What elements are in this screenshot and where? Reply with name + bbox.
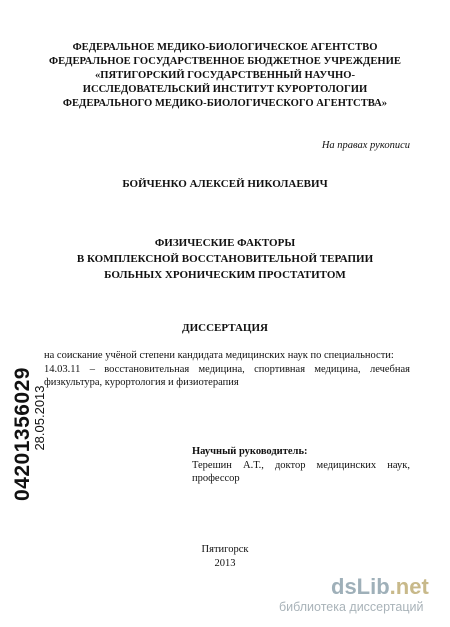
watermark-logo-part1: dsLib — [331, 574, 390, 599]
watermark-logo — [331, 574, 429, 600]
title-line-1: ФИЗИЧЕСКИЕ ФАКТОРЫ — [154, 237, 296, 249]
org-line-1: ФЕДЕРАЛЬНОЕ МЕДИКО-БИОЛОГИЧЕСКОЕ АГЕНТСТВО — [72, 42, 378, 53]
org-line-2: ФЕДЕРАЛЬНОЕ ГОСУДАРСТВЕННОЕ БЮДЖЕТНОЕ УЧРЕЖДЕНИЕ — [49, 56, 401, 67]
degree-line-3: физкультура, курортология и физиотерапия — [44, 377, 239, 388]
place-and-year — [0, 543, 450, 570]
author-name: БОЙЧЕНКО АЛЕКСЕЙ НИКОЛАЕВИЧ — [122, 178, 328, 190]
org-line-5: ФЕДЕРАЛЬНОГО МЕДИКО-БИОЛОГИЧЕСКОГО АГЕНТСТВА» — [62, 98, 388, 109]
document-type: ДИССЕРТАЦИЯ — [182, 322, 268, 334]
org-line-4: ИССЛЕДОВАТЕЛЬСКИЙ ИНСТИТУТ КУРОРТОЛОГИИ — [82, 84, 368, 95]
supervisor-label: Научный руководитель: — [192, 446, 308, 457]
organization-header — [0, 41, 450, 111]
supervisor-line-1: Терешин А.Т., доктор медицинских наук, — [192, 459, 410, 471]
org-line-3: «ПЯТИГОРСКИЙ ГОСУДАРСТВЕННЫЙ НАУЧНО- — [94, 70, 355, 81]
watermark-logo-part2: .net — [389, 574, 429, 599]
supervisor-line-2: профессор — [192, 473, 240, 484]
degree-line-2: 14.03.11 – восстановительная медицина, спортивная медицина, лечебная — [44, 363, 410, 375]
supervisor-block — [192, 445, 410, 486]
year: 2013 — [214, 557, 236, 569]
dissertation-title — [0, 235, 450, 283]
degree-statement — [44, 349, 410, 390]
library-stamp-date: 28.05.2013 — [32, 385, 47, 451]
city: Пятигорск — [201, 544, 249, 555]
rights-note: На правах рукописи — [321, 140, 410, 151]
title-line-3: БОЛЬНЫХ ХРОНИЧЕСКИМ ПРОСТАТИТОМ — [104, 269, 346, 281]
library-stamp-id: 04201356029 — [11, 367, 34, 501]
degree-line-1: на соискание учёной степени кандидата медицинских наук по специальности: — [44, 350, 394, 361]
title-line-2: В КОМПЛЕКСНОЙ ВОССТАНОВИТЕЛЬНОЙ ТЕРАПИИ — [76, 253, 374, 265]
watermark-subtitle: библиотека диссертаций — [279, 600, 424, 614]
